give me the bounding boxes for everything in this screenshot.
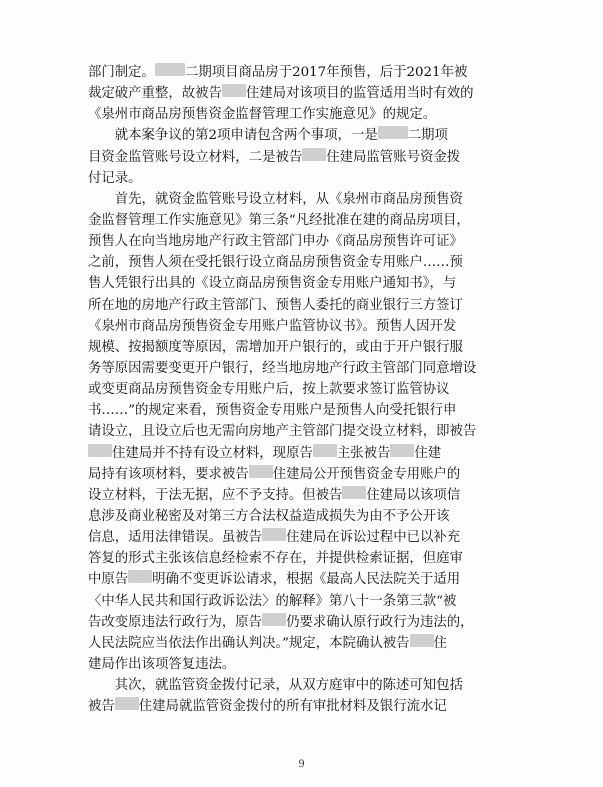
text-line: 就本案争议的第2项申请包含两个事项，一是 二期项 <box>88 128 448 144</box>
text-line: 付记录。 <box>88 170 142 186</box>
text-line: 被告 住建局就监管资金拨付的所有审批材料及银行流水记 <box>88 699 447 715</box>
text-line: 〈中华人民共和国行政诉讼法〉的解释》第八十一条第三款“被 <box>88 593 457 609</box>
redaction-box <box>302 148 326 161</box>
text-line: 设立材料，于法无据，应不予支持。但被告 住建局以该项信 <box>88 487 461 503</box>
text-line: 其次，就监管资金拨付记录，从双方庭审中的陈述可知包括 <box>88 678 463 694</box>
text-line: 中原告 明确不变更诉讼请求，根据《最高人民法院关于适用 <box>88 572 461 588</box>
judgment-text <box>88 62 540 717</box>
text-line: 务等原因需要变更开户银行，经当地房地产行政主管部门同意增设 <box>88 360 477 376</box>
text-line: 书……”的规定来看，预售资金专用账户是预售人向受托银行申 <box>88 403 457 419</box>
redaction-box <box>88 444 112 457</box>
redaction-box <box>390 444 414 457</box>
redaction-box <box>262 528 286 541</box>
redaction-box <box>128 570 152 583</box>
text-line: 或变更商品房预售资金专用账户后，按上款要求签订监管协议 <box>88 382 450 398</box>
redaction-box <box>410 634 434 647</box>
redaction-box <box>378 126 408 139</box>
text-line: 局持有该项材料，要求被告 住建局公开预售资金专用账户的 <box>88 466 461 482</box>
text-line: 之前，预售人须在受托银行设立商品房预售资金专用账户……预 <box>88 255 463 271</box>
text-line: 售人凭银行出具的《设立商品房预售资金专用账户通知书》，与 <box>88 276 457 292</box>
text-line: 首先，就资金监管账号设立材料，从《泉州市商品房预售资 <box>88 191 463 207</box>
text-line: 人民法院应当依法作出确认判决。”规定，本院确认被告 住 <box>88 635 447 651</box>
redaction-box <box>222 84 246 97</box>
redaction-box <box>313 444 337 457</box>
text-line: 预售人在向当地房地产行政主管部门申办《商品房预售许可证》 <box>88 234 463 250</box>
text-line: 信息，适用法律错误。虽被告 住建局在诉讼过程中已以补充 <box>88 530 461 546</box>
text-line: 规模、按揭额度等原因，需增加开户银行的，或由于开户银行服 <box>88 339 463 355</box>
redaction-box <box>249 465 273 478</box>
text-line: 息涉及商业秘密及对第三方合法权益造成损失为由不予公开该 <box>88 508 450 524</box>
text-line: 告改变原违法行政行为，原告 仍要求确认原行政行为违法的， <box>88 614 474 630</box>
text-line: 《泉州市商品房预售资金专用账户监管协议书》。预售人因开发 <box>88 318 457 334</box>
redaction-box <box>155 63 185 76</box>
text-line: 目资金监管账号设立材料，二是被告 住建局监管账号资金拨 <box>88 149 461 165</box>
text-line: 裁定破产重整，故被告 住建局对该项目的监管适用当时有效的 <box>88 86 474 102</box>
text-line: 住建局并不持有设立材料，现原告 主张被告 住建 <box>88 443 540 464</box>
text-line: 建局作出该项答复违法。 <box>88 656 236 672</box>
redaction-box <box>262 613 286 626</box>
redaction-box <box>342 486 366 499</box>
text-line: 金监督管理工作实施意见》第三条“凡经批准在建的商品房项目， <box>88 212 470 228</box>
text-line: 答复的形式主张该信息经检索不存在，并提供检索证据，但庭审 <box>88 551 463 567</box>
text-line: 请设立，且设立后也无需向房地产主管部门提交设立材料，即被告 <box>88 424 477 440</box>
page-number: 9 <box>298 759 305 770</box>
text-line: 部门制定。 二期项目商品房于2017年预售，后于2021年被 <box>88 65 468 80</box>
redaction-box <box>115 697 139 710</box>
text-line: 《泉州市商品房预售资金监督管理工作实施意见》的规定。 <box>88 107 437 123</box>
text-line: 所在地的房地产行政主管部门、预售人委托的商业银行三方签订 <box>88 297 463 313</box>
